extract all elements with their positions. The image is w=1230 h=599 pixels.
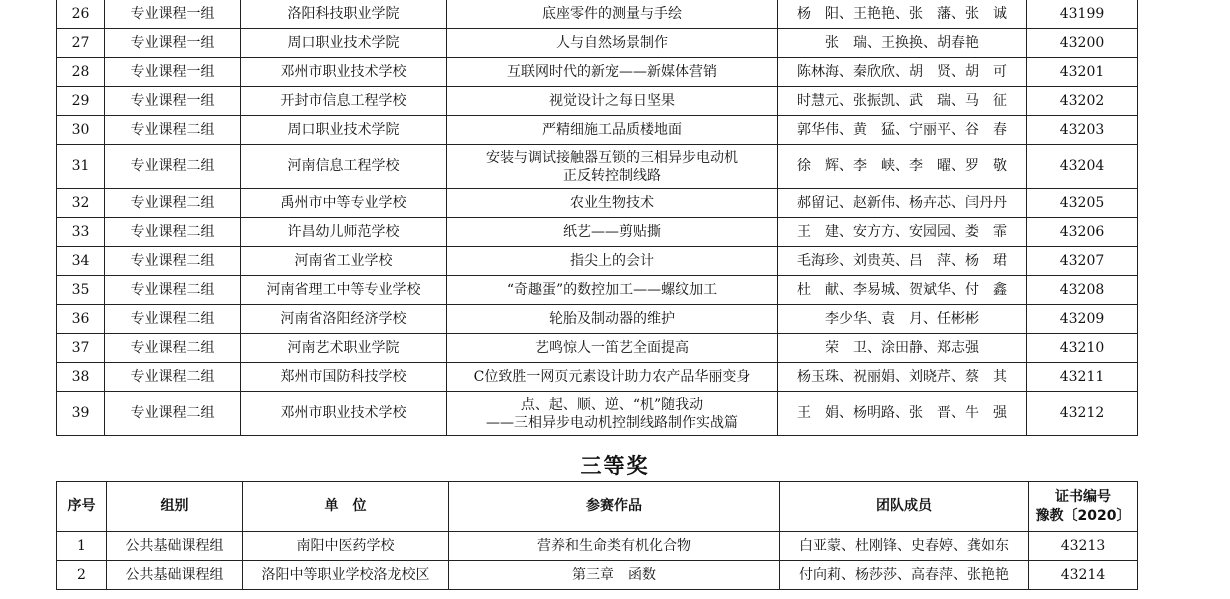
header-cert-line2: 豫教〔2020〕 (1035, 507, 1131, 524)
cell-members: 李少华、袁 月、任彬彬 (778, 305, 1027, 334)
table-row (57, 305, 1138, 334)
cell-cert: 43202 (1027, 87, 1138, 116)
cell-group: 专业课程二组 (105, 392, 241, 436)
cell-work (447, 29, 778, 58)
header-group: 组别 (107, 482, 243, 532)
cell-no: 35 (57, 276, 105, 305)
cell-no: 27 (57, 29, 105, 58)
cell-work: 第三章 函数 (449, 561, 780, 590)
cell-group: 专业课程二组 (105, 116, 241, 145)
cell-no: 32 (57, 189, 105, 218)
cell-no: 39 (57, 392, 105, 436)
cell-work-line: 视觉设计之每日坚果 (549, 93, 675, 109)
cell-work-line: 纸艺——剪贴撕 (563, 224, 661, 240)
cell-unit: 邓州市职业技术学校 (241, 392, 447, 436)
cell-work-line: 农业生物技术 (570, 195, 654, 211)
cell-work-line: 指尖上的会计 (570, 253, 654, 269)
table-row (57, 363, 1138, 392)
cell-group: 专业课程二组 (105, 247, 241, 276)
header-work: 参赛作品 (449, 482, 780, 532)
cell-group: 专业课程一组 (105, 87, 241, 116)
cell-group: 专业课程二组 (105, 276, 241, 305)
table-row (57, 218, 1138, 247)
header-unit: 单 位 (243, 482, 449, 532)
cell-work: 营养和生命类有机化合物 (449, 532, 780, 561)
cell-no: 31 (57, 145, 105, 189)
cell-work (447, 218, 778, 247)
table-row (57, 116, 1138, 145)
cell-work-line: 严精细施工品质楼地面 (542, 122, 682, 138)
header-cert-line1: 证书编号 (1055, 488, 1111, 505)
cell-work-line: 点、起、顺、逆、“机”随我动 (520, 396, 704, 413)
cell-work-line: “奇趣蛋”的数控加工——螺纹加工 (506, 282, 718, 298)
cell-cert: 43210 (1027, 334, 1138, 363)
cell-members: 杨 阳、王艳艳、张 藩、张 诚 (778, 0, 1027, 29)
table-row (57, 561, 1138, 590)
award-table-body (57, 532, 1138, 590)
cell-group: 专业课程二组 (105, 218, 241, 247)
cell-group: 公共基础课程组 (107, 561, 243, 590)
cell-unit: 河南省理工中等专业学校 (241, 276, 447, 305)
table-header-row (57, 482, 1138, 532)
cell-cert: 43208 (1027, 276, 1138, 305)
cell-unit: 洛阳科技职业学院 (241, 0, 447, 29)
cell-group: 专业课程一组 (105, 29, 241, 58)
cell-unit: 河南艺术职业学院 (241, 334, 447, 363)
cell-work (447, 276, 778, 305)
table-row (57, 247, 1138, 276)
cell-work (447, 0, 778, 29)
cell-no: 34 (57, 247, 105, 276)
cell-work (447, 392, 778, 436)
cell-cert: 43201 (1027, 58, 1138, 87)
award-table-second-prize-continued (56, 0, 1138, 436)
cell-unit: 洛阳中等职业学校洛龙校区 (243, 561, 449, 590)
table-row (57, 334, 1138, 363)
table-row (57, 392, 1138, 436)
cell-cert: 43214 (1029, 561, 1138, 590)
cell-cert: 43207 (1027, 247, 1138, 276)
cell-unit: 周口职业技术学院 (241, 116, 447, 145)
cell-cert: 43212 (1027, 392, 1138, 436)
cell-cert: 43213 (1029, 532, 1138, 561)
cell-work-line: 底座零件的测量与手绘 (542, 6, 682, 22)
cell-group: 专业课程二组 (105, 145, 241, 189)
cell-work-line: 安装与调试接触器互锁的三相异步电动机 (486, 149, 738, 166)
cell-unit: 河南省工业学校 (241, 247, 447, 276)
cell-work-line: ——三相异步电动机控制线路制作实战篇 (486, 414, 738, 431)
cell-cert: 43206 (1027, 218, 1138, 247)
cell-unit: 开封市信息工程学校 (241, 87, 447, 116)
cell-cert: 43209 (1027, 305, 1138, 334)
cell-members: 王 建、安方方、安园园、娄 霏 (778, 218, 1027, 247)
cell-no: 30 (57, 116, 105, 145)
cell-members: 陈林海、秦欣欣、胡 贤、胡 可 (778, 58, 1027, 87)
cell-work-line: C位致胜一网页元素设计助力农产品华丽变身 (473, 369, 751, 385)
award-table-body (57, 0, 1138, 436)
cell-work-line: 人与自然场景制作 (556, 35, 668, 51)
cell-members: 郝留记、赵新伟、杨卉芯、闫丹丹 (778, 189, 1027, 218)
cell-members: 郭华伟、黄 猛、宁丽平、谷 春 (778, 116, 1027, 145)
award-table-third-prize (56, 481, 1138, 590)
cell-no: 29 (57, 87, 105, 116)
table-row (57, 29, 1138, 58)
cell-unit: 河南信息工程学校 (241, 145, 447, 189)
cell-group: 专业课程二组 (105, 334, 241, 363)
cell-members: 王 娟、杨明路、张 晋、牛 强 (778, 392, 1027, 436)
header-members: 团队成员 (780, 482, 1029, 532)
cell-group: 专业课程一组 (105, 0, 241, 29)
cell-group: 公共基础课程组 (107, 532, 243, 561)
cell-no: 26 (57, 0, 105, 29)
cell-cert: 43205 (1027, 189, 1138, 218)
cell-unit: 南阳中医药学校 (243, 532, 449, 561)
cell-group: 专业课程二组 (105, 305, 241, 334)
cell-work (447, 247, 778, 276)
cell-members: 张 瑞、王换换、胡春艳 (778, 29, 1027, 58)
table-row (57, 189, 1138, 218)
table-row (57, 58, 1138, 87)
section-title-third-prize: 三等奖 (580, 454, 650, 478)
cell-unit: 禹州市中等专业学校 (241, 189, 447, 218)
cell-work (447, 87, 778, 116)
cell-work (447, 145, 778, 189)
table-row (57, 145, 1138, 189)
cell-work-line: 互联网时代的新宠——新媒体营销 (507, 64, 717, 80)
cell-members: 杜 献、李易城、贺斌华、付 鑫 (778, 276, 1027, 305)
cell-no: 2 (57, 561, 107, 590)
cell-members: 荣 卫、涂田静、郑志强 (778, 334, 1027, 363)
cell-cert: 43203 (1027, 116, 1138, 145)
cell-cert: 43200 (1027, 29, 1138, 58)
cell-no: 36 (57, 305, 105, 334)
cell-work (447, 363, 778, 392)
cell-unit: 周口职业技术学院 (241, 29, 447, 58)
cell-cert: 43211 (1027, 363, 1138, 392)
cell-no: 33 (57, 218, 105, 247)
table-row (57, 0, 1138, 29)
cell-no: 38 (57, 363, 105, 392)
cell-group: 专业课程二组 (105, 189, 241, 218)
cell-work (447, 189, 778, 218)
table-row (57, 87, 1138, 116)
header-no: 序号 (57, 482, 107, 532)
cell-members: 徐 辉、李 峡、李 曜、罗 敬 (778, 145, 1027, 189)
table-row (57, 532, 1138, 561)
cell-members: 毛海珍、刘贵英、吕 萍、杨 珺 (778, 247, 1027, 276)
cell-work-line: 正反转控制线路 (563, 167, 661, 184)
cell-members: 付向莉、杨莎莎、高春萍、张艳艳 (780, 561, 1029, 590)
cell-no: 1 (57, 532, 107, 561)
cell-unit: 郑州市国防科技学校 (241, 363, 447, 392)
cell-no: 37 (57, 334, 105, 363)
cell-unit: 河南省洛阳经济学校 (241, 305, 447, 334)
cell-members: 时慧元、张振凯、武 瑞、马 征 (778, 87, 1027, 116)
header-cert (1029, 482, 1138, 532)
table-row (57, 276, 1138, 305)
cell-work-line: 艺鸣惊人一笛艺全面提高 (535, 340, 689, 356)
cell-group: 专业课程二组 (105, 363, 241, 392)
cell-work (447, 305, 778, 334)
cell-work-line: 轮胎及制动器的维护 (549, 311, 675, 327)
cell-group: 专业课程一组 (105, 58, 241, 87)
cell-work (447, 116, 778, 145)
cell-work (447, 334, 778, 363)
cell-members: 杨玉珠、祝丽娟、刘晓芹、蔡 其 (778, 363, 1027, 392)
cell-cert: 43204 (1027, 145, 1138, 189)
cell-work (447, 58, 778, 87)
cell-cert: 43199 (1027, 0, 1138, 29)
cell-unit: 邓州市职业技术学校 (241, 58, 447, 87)
cell-members: 白亚蒙、杜刚锋、史春婷、龚如东 (780, 532, 1029, 561)
cell-unit: 许昌幼儿师范学校 (241, 218, 447, 247)
cell-no: 28 (57, 58, 105, 87)
